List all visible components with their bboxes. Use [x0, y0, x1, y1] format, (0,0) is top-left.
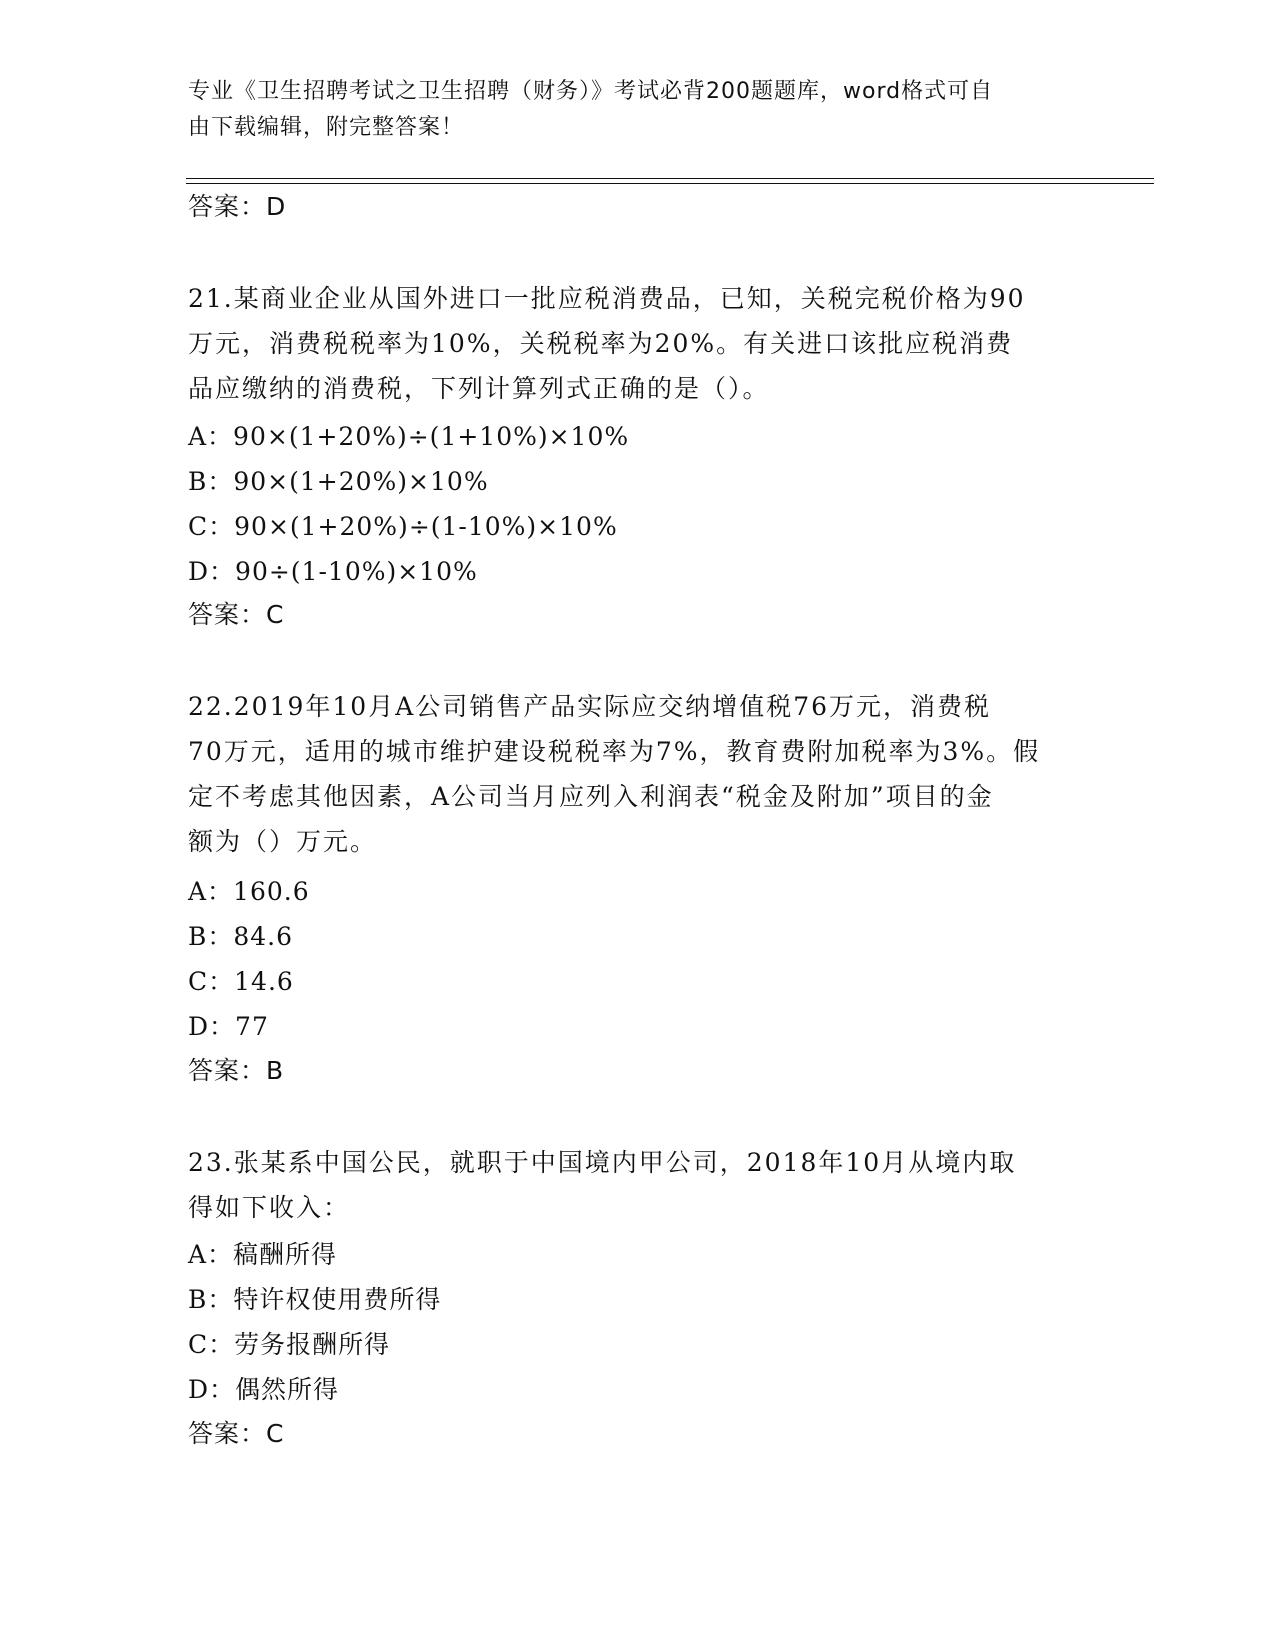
question-21-stem-line-1: 21.某商业企业从国外进口一批应税消费品，已知，关税完税价格为90	[188, 284, 1026, 313]
question-22-stem	[188, 684, 1088, 864]
question-21-option-c: C：90×(1+20%)÷(1-10%)×10%	[188, 512, 618, 541]
question-21-stem-line-3: 品应缴纳的消费税，下列计算列式正确的是（）。	[188, 374, 770, 403]
question-23-option-b: B：特许权使用费所得	[188, 1285, 442, 1314]
question-23-stem-line-1: 23.张某系中国公民，就职于中国境内甲公司，2018年10月从境内取	[188, 1148, 1017, 1177]
header-divider-top	[186, 178, 1154, 179]
header-line-2: 由下载编辑，附完整答案！	[188, 115, 465, 140]
question-23-option-c: C：劳务报酬所得	[188, 1330, 391, 1359]
question-22-answer: 答案：B	[188, 1056, 285, 1085]
question-23-stem	[188, 1140, 1088, 1230]
question-23-option-d: D：偶然所得	[188, 1375, 340, 1404]
question-21-option-b: B：90×(1+20%)×10%	[188, 467, 489, 496]
question-21-option-d: D：90÷(1-10%)×10%	[188, 557, 478, 586]
question-23-answer: 答案：C	[188, 1419, 285, 1448]
question-22-option-a: A：160.6	[188, 877, 310, 906]
document-header	[188, 74, 1068, 146]
header-divider-bottom	[186, 183, 1154, 184]
question-21-option-a: A：90×(1+20%)÷(1+10%)×10%	[188, 422, 630, 451]
question-22-stem-line-1: 22.2019年10月A公司销售产品实际应交纳增值税76万元，消费税	[188, 692, 992, 721]
question-21-stem	[188, 276, 1088, 411]
question-22-stem-line-4: 额为（）万元。	[188, 827, 378, 856]
question-22-option-d: D：77	[188, 1012, 269, 1041]
question-22-stem-line-2: 70万元，适用的城市维护建设税税率为7%，教育费附加税率为3%。假	[188, 737, 1041, 766]
question-23-stem-line-2: 得如下收入：	[188, 1193, 351, 1222]
question-21-stem-line-2: 万元，消费税税率为10%，关税税率为20%。有关进口该批应税消费	[188, 329, 1014, 358]
previous-answer: 答案：D	[188, 192, 287, 221]
question-22-option-c: C：14.6	[188, 967, 294, 996]
header-line-1: 专业《卫生招聘考试之卫生招聘（财务）》考试必背200题题库，word格式可自	[188, 79, 994, 104]
question-21-answer: 答案：C	[188, 600, 285, 629]
question-22-stem-line-3: 定不考虑其他因素，A公司当月应列入利润表“税金及附加”项目的金	[188, 782, 994, 811]
question-23-option-a: A：稿酬所得	[188, 1240, 338, 1269]
question-22-option-b: B：84.6	[188, 922, 294, 951]
